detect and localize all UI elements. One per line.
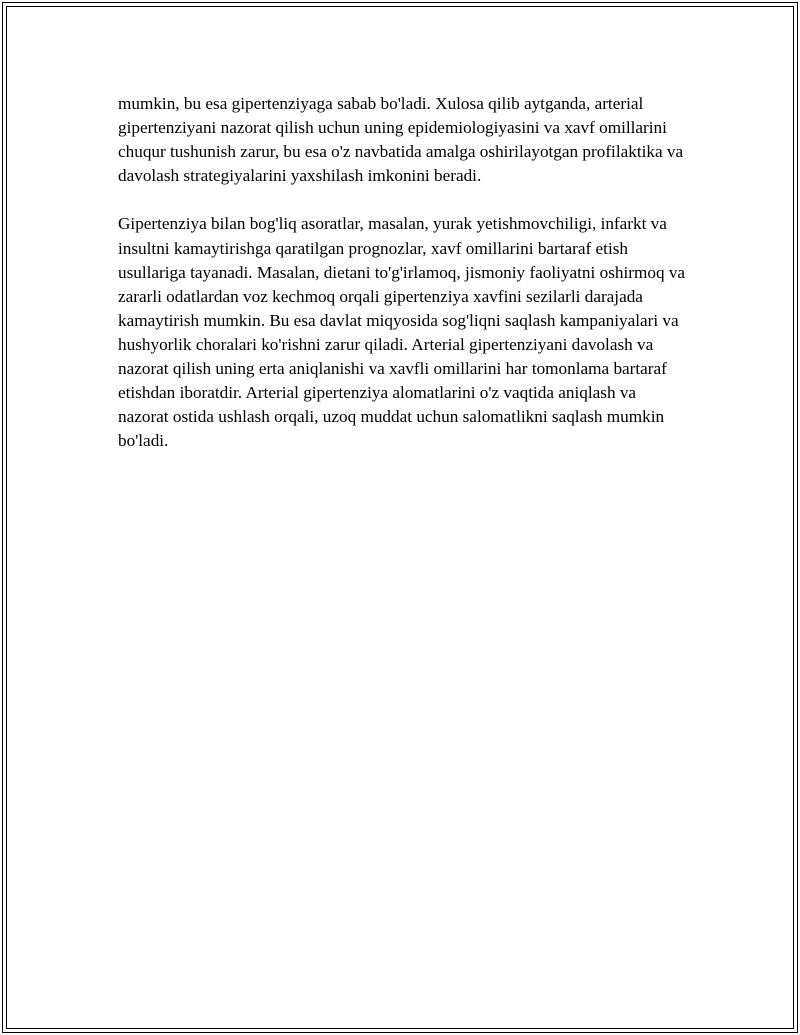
- paragraph-1: mumkin, bu esa gipertenziyaga sabab bo'ladi. Xulosa qilib aytganda, arterial gipertenziyani nazorat qilish uchun uning epidemiologiyasini va xavf omillarini chuqur tushunish zarur, bu esa o'z navbatida amalga oshirilayotgan profilaktika va davolash strategiyalarini yaxshilash imkonini beradi.: [118, 94, 684, 186]
- document-body: [118, 92, 690, 453]
- paragraph-2: Gipertenziya bilan bog'liq asoratlar, masalan, yurak yetishmovchiligi, infarkt va insultni kamaytirishga qaratilgan prognozlar, xavf omillarini bartaraf etish usullariga tayanadi. Masalan, dietani to'g'irlamoq, jismoniy faoliyatni oshirmoq va zararli odatlardan voz kechmoq orqali gipertenziya xavfini sezilarli darajada kamaytirish mumkin. Bu esa davlat miqyosida sog'liqni saqlash kampaniyalari va hushyorlik choralari ko'rishni zarur qiladi. Arterial gipertenziyani davolash va nazorat qilish uning erta aniqlanishi va xavfli omillarini har tomonlama bartaraf etishdan iboratdir. Arterial gipertenziya alomatlarini o'z vaqtida aniqlash va nazorat ostida ushlash orqali, uzoq muddat uchun salomatlikni saqlash mumkin bo'ladi.: [118, 214, 686, 451]
